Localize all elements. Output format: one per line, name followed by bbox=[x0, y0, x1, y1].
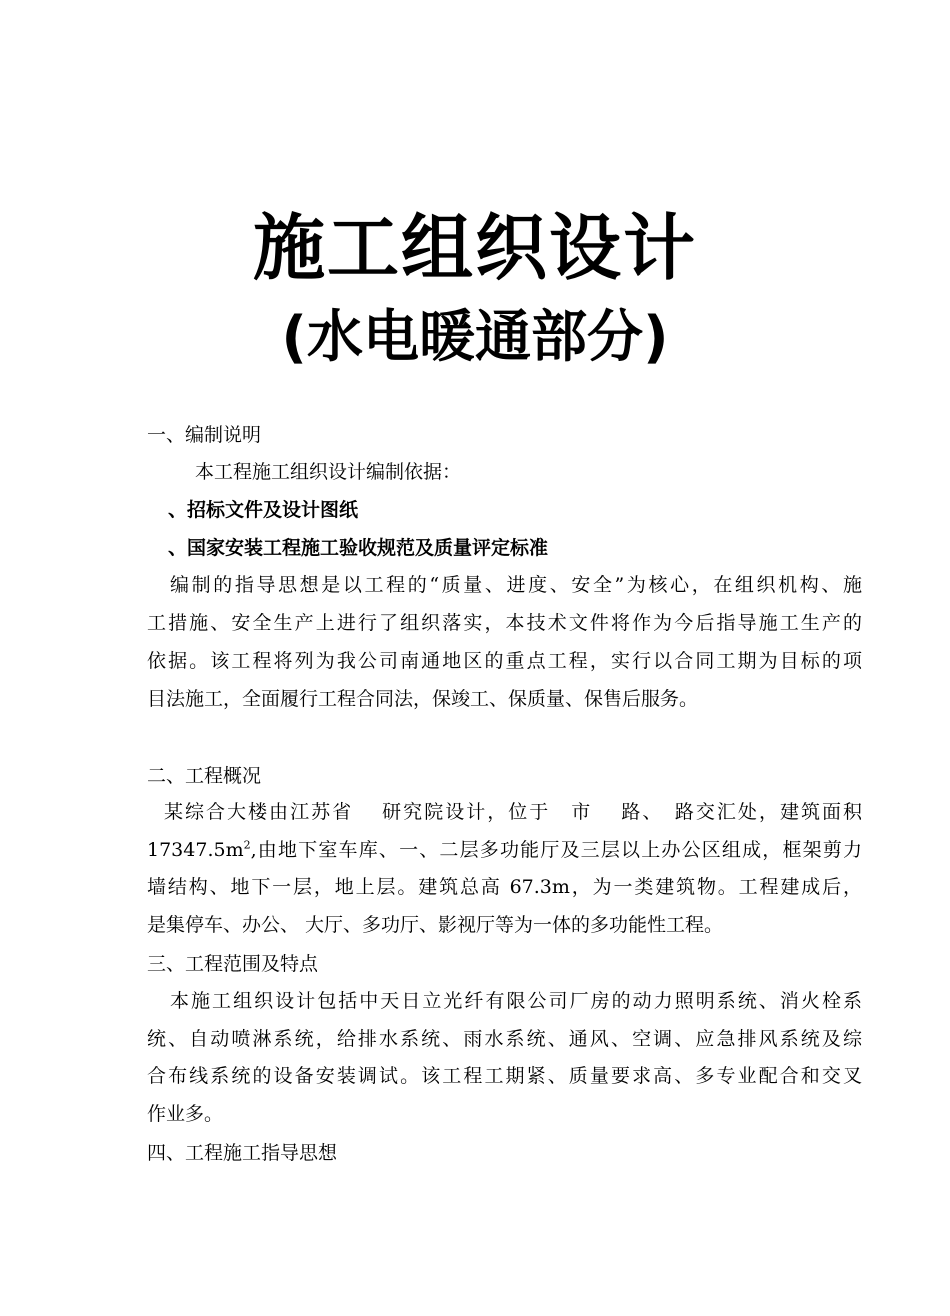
section-3-line-4: 作业多。 bbox=[147, 1103, 224, 1125]
section-2-line-4: 是集停车、办公、 大厅、多功厅、影视厅等为一体的多功能性工程。 bbox=[147, 914, 724, 936]
section-1-line-1: 编制的指导思想是以工程的“质量、进度、安全”为核心，在组织机构、施 bbox=[170, 574, 862, 596]
section-1-intro: 本工程施工组织设计编制依据： bbox=[195, 461, 462, 483]
area-unit-superscript: 2 bbox=[243, 838, 251, 852]
section-3-line-1: 本施工组织设计包括中天日立光纤有限公司厂房的动力照明系统、消火栓系 bbox=[170, 990, 862, 1012]
section-heading-4: 四、工程施工指导思想 bbox=[147, 1142, 338, 1164]
section-3-line-3: 合布线系统的设备安装调试。该工程工期紧、质量要求高、多专业配合和交叉 bbox=[147, 1065, 862, 1087]
section-2-line-1: 某综合大楼由江苏省 研究院设计，位于 市 路、 路交汇处，建筑面积 bbox=[164, 801, 862, 823]
document-subtitle: (水电暖通部分) bbox=[281, 305, 669, 370]
section-3-line-2: 统、自动喷淋系统，给排水系统、雨水系统、通风、空调、应急排风系统及综 bbox=[147, 1028, 862, 1050]
basis-item-1: 、招标文件及设计图纸 bbox=[168, 499, 359, 521]
section-heading-1: 一、编制说明 bbox=[147, 424, 262, 446]
section-1-line-3: 依据。该工程将列为我公司南通地区的重点工程，实行以合同工期为目标的项 bbox=[147, 650, 862, 672]
section-heading-3: 三、工程范围及特点 bbox=[147, 953, 319, 975]
section-2-line-2 bbox=[147, 836, 862, 864]
section-2-line-2-rest: ,由地下室车库、一、二层多功能厅及三层以上办公区组成，框架剪力 bbox=[250, 839, 862, 861]
building-area-value: 17347.5m bbox=[147, 839, 244, 861]
section-2-line-3: 墙结构、地下一层，地上层。建筑总高 67.3m，为一类建筑物。工程建成后， bbox=[147, 876, 862, 898]
basis-item-2: 、国家安装工程施工验收规范及质量评定标准 bbox=[168, 537, 549, 559]
section-1-line-4: 目法施工，全面履行工程合同法，保竣工、保质量、保售后服务。 bbox=[147, 688, 699, 710]
section-heading-2: 二、工程概况 bbox=[147, 765, 262, 787]
document-title: 施工组织设计 bbox=[252, 206, 697, 290]
section-1-line-2: 工措施、安全生产上进行了组织落实，本技术文件将作为今后指导施工生产的 bbox=[147, 612, 862, 634]
